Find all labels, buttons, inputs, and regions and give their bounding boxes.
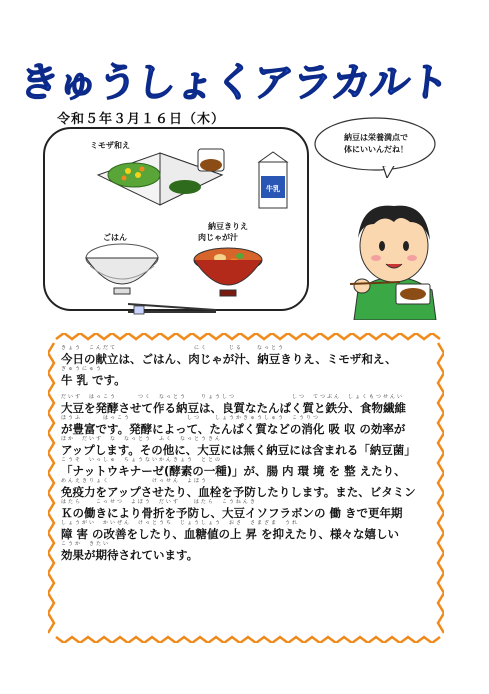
- furigana: めんえきりょく けっせん よぼう: [61, 478, 209, 484]
- side-dish-tray-illustration: [90, 145, 230, 225]
- menu-label-mimoza: ミモザ和え: [90, 141, 130, 150]
- svg-text:牛乳: 牛乳: [266, 185, 280, 193]
- nikujaga-soup-illustration: [190, 244, 266, 302]
- page-title: [20, 38, 460, 114]
- furigana: ほか だいず な なっとう ふく なっとうきん: [61, 436, 223, 442]
- furigana: はたら こっせつ よぼう だいず はたら こうねんき: [61, 499, 257, 505]
- article-line: アップします。その他に、大豆には無く納豆には含まれる「納豆菌」: [61, 443, 416, 457]
- furigana: ぎゅうにゅう: [61, 366, 103, 372]
- speech-bubble-text: [328, 132, 424, 156]
- article-line: が豊富です。発酵によって、たんぱく質などの消化 吸 収 の効率が: [61, 422, 406, 436]
- menu-label-natto-kiriae: 納豆きりえ: [208, 222, 248, 231]
- furigana: こうか きたい: [61, 541, 111, 547]
- chopsticks-illustration: [120, 300, 220, 318]
- rice-bowl-illustration: [80, 240, 164, 300]
- furigana: きょう こんだて にく じる なっとう: [61, 345, 286, 351]
- article-line: 大豆を発酵させて作る納豆は、良質なたんぱく質と鉄分、食物繊維: [61, 401, 406, 415]
- menu-label-gohan: ごはん: [103, 233, 127, 242]
- speech-bubble-line-1: 納豆は栄養満点で: [344, 133, 408, 142]
- article-line: 牛 乳 です。: [61, 373, 126, 387]
- article-line: 効果が期待されています。: [61, 548, 199, 562]
- speech-bubble-line-2: 体にいいんだね！: [344, 145, 408, 154]
- menu-date: 令和５年３月１６日（木）: [57, 112, 226, 127]
- furigana: こうそ いっしゅ ちょうないかんきょう ととの: [61, 457, 223, 463]
- article-line: 障 害 の改善をしたり、血糖値の上 昇 を抑えたり、様々な嬉しい: [61, 527, 400, 541]
- article-line: 今日の献立は、ごはん、肉じゃが汁、納豆きりえ、ミモザ和え、: [61, 352, 397, 366]
- article-line: 「ナットウキナーゼ(酵素の一種)」が、腸 内 環 境 を 整 えたり、: [61, 464, 406, 478]
- menu-label-nikujaga: 肉じゃが汁: [198, 233, 238, 242]
- furigana: だいず はっこう つく なっとう りょうしつ しつ てつぶん しょくもつせんい: [61, 394, 405, 400]
- boy-eating-natto-illustration: [340, 192, 448, 320]
- article-line: 免疫力をアップさせたり、血栓を予防したりします。また、ビタミン: [61, 485, 416, 499]
- furigana: ほうふ はっこう しつ しょうかきゅうしゅう こうりつ: [61, 415, 321, 421]
- milk-carton-illustration: [253, 150, 293, 210]
- furigana: しょうがい かいぜん けっとうち じょうしょう おさ さまざま うれ: [61, 520, 300, 526]
- article-body: [61, 345, 433, 569]
- title-text: きゅうしょくアラカルト: [20, 60, 451, 106]
- article-line: Ｋの働きにより骨折を予防し、大豆イソフラボンの 働 きで更年期: [61, 506, 403, 520]
